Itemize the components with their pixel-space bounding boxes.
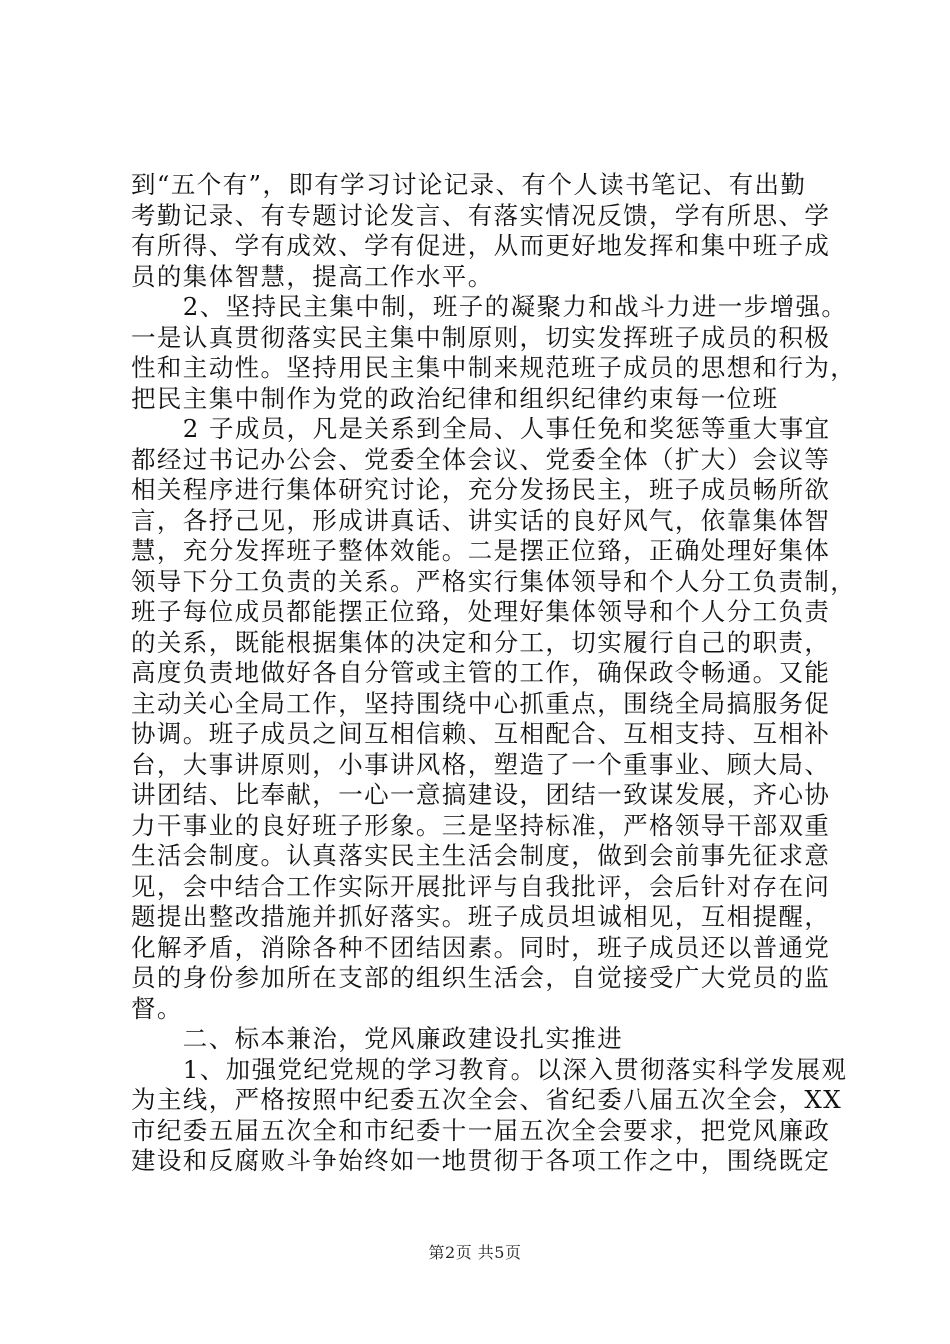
text-line: 到“五个有”，即有学习讨论记录、有个人读书笔记、有出勤 — [131, 170, 807, 199]
text-line: 慧，充分发挥班子整体效能。二是摆正位臵，正确处理好集体 — [131, 536, 831, 565]
text-line: 班子每位成员都能摆正位臵，处理好集体领导和个人分工负责 — [131, 597, 831, 626]
text-line: 市纪委五届五次全和市纪委十一届五次全会要求，把党风廉政 — [131, 1115, 831, 1145]
text-line: 领导下分工负责的关系。严格实行集体领导和个人分工负责制， — [131, 566, 857, 596]
text-line: 2、坚持民主集中制，班子的凝聚力和战斗力进一步增强。 — [131, 292, 848, 321]
text-line: 员的身份参加所在支部的组织生活会，自觉接受广大党员的监 — [131, 963, 831, 992]
text-line: 协调。班子成员之间互相信赖、互相配合、互相支持、互相补 — [131, 719, 831, 748]
text-line: 性和主动性。坚持用民主集中制来规范班子成员的思想和行为， — [131, 353, 857, 382]
text-line: 1、加强党纪党规的学习教育。以深入贯彻落实科学发展观 — [131, 1054, 848, 1084]
text-line: 言，各抒己见，形成讲真话、讲实话的良好风气，依靠集体智 — [131, 505, 831, 535]
text-line: 考勤记录、有专题讨论发言、有落实情况反馈，学有所思、学 — [131, 200, 831, 230]
text-line: 的关系，既能根据集体的决定和分工，切实履行自己的职责， — [131, 627, 831, 657]
section-heading: 二、标本兼治，党风廉政建设扎实推进 — [131, 1024, 624, 1053]
text-line: 2 子成员，凡是关系到全局、人事任免和奖惩等重大事宜 — [131, 414, 831, 443]
text-line: 一是认真贯彻落实民主集中制原则，切实发挥班子成员的积极 — [131, 322, 831, 352]
text-line: 生活会制度。认真落实民主生活会制度，做到会前事先征求意 — [131, 841, 831, 870]
text-line: 见，会中结合工作实际开展批评与自我批评，会后针对存在问 — [131, 871, 831, 901]
text-line: 建设和反腐败斗争始终如一地贯彻于各项工作之中，围绕既定 — [131, 1146, 831, 1175]
text-line: 督。 — [131, 993, 183, 1023]
text-line: 高度负责地做好各自分管或主管的工作，确保政令畅通。又能 — [131, 658, 831, 687]
text-line: 把民主集中制作为党的政治纪律和组织纪律约束每一位班 — [131, 383, 779, 413]
text-line: 都经过书记办公会、党委全体会议、党委全体（扩大）会议等 — [131, 444, 831, 474]
text-line: 有所得、学有成效、学有促进，从而更好地发挥和集中班子成 — [131, 231, 831, 260]
text-line: 为主线，严格按照中纪委五次全会、省纪委八届五次全会，XX — [131, 1085, 843, 1114]
text-line: 相关程序进行集体研究讨论，充分发扬民主，班子成员畅所欲 — [131, 475, 831, 504]
text-line: 力干事业的良好班子形象。三是坚持标准，严格领导干部双重 — [131, 810, 831, 840]
page-footer: 第2页 共5页 — [428, 1243, 522, 1262]
text-line: 员的集体智慧，提高工作水平。 — [131, 261, 494, 291]
text-line: 题提出整改措施并抓好落实。班子成员坦诚相见，互相提醒， — [131, 902, 831, 931]
text-line: 讲团结、比奉献，一心一意搞建设，团结一致谋发展，齐心协 — [131, 780, 831, 809]
text-line: 台，大事讲原则，小事讲风格，塑造了一个重事业、顾大局、 — [131, 749, 831, 779]
body-text — [131, 170, 857, 1177]
text-line: 化解矛盾，消除各种不团结因素。同时，班子成员还以普通党 — [131, 932, 831, 962]
text-line: 主动关心全局工作，坚持围绕中心抓重点，围绕全局搞服务促 — [131, 688, 831, 718]
